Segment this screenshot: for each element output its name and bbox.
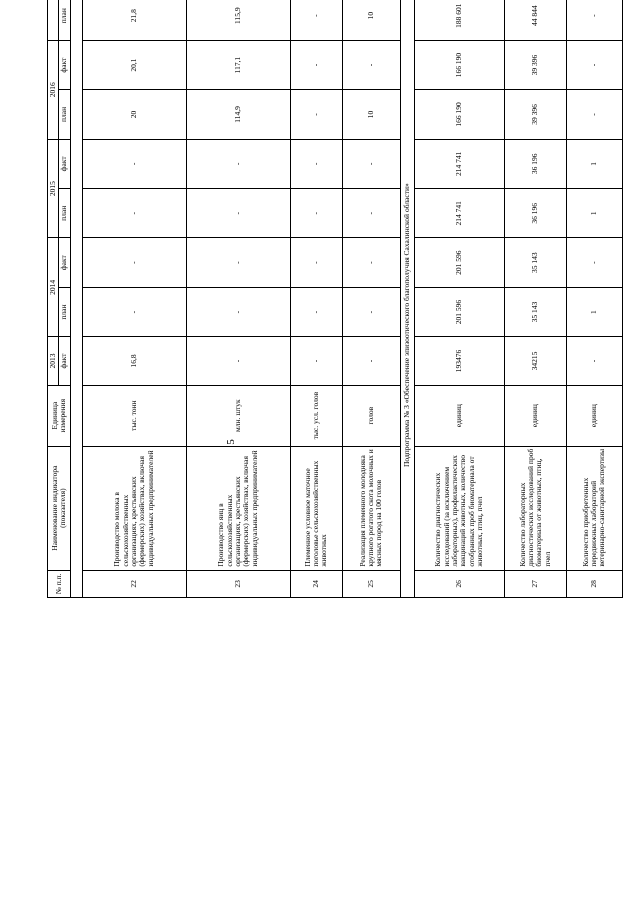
cell-p2016: 166 190 [414, 90, 504, 139]
cell-f2015: 1 [566, 139, 622, 188]
cell-name: Производство молока в сельскохозяйственных организациях, крестьянских (фермерских) хозяйствах, включая индивидуальных предпринимателей [82, 446, 186, 570]
cell-p2017: 21,8 [82, 0, 186, 40]
cell-f2016: - [342, 40, 400, 89]
cell-unit: единиц [504, 385, 566, 446]
cell-f2016: 39 396 [504, 40, 566, 89]
cell-num: 24 [290, 570, 342, 597]
header-fact: факт [59, 139, 70, 188]
cell-f2014: 201 596 [414, 238, 504, 287]
cell-p2015: - [82, 189, 186, 238]
cell-unit: голов [342, 385, 400, 446]
cell-name: Племенное условное маточное поголовье сельскохозяйственных животных [290, 446, 342, 570]
table-row [82, 0, 186, 598]
header-num: № п.п. [48, 570, 71, 597]
cell-p2014: - [186, 287, 290, 336]
header-fact: факт [59, 337, 70, 385]
cell-f2015: - [342, 139, 400, 188]
header-year-2016: 2016 [48, 40, 59, 139]
cell-p2016: 114,9 [186, 90, 290, 139]
cell-f2013: 193476 [414, 337, 504, 385]
cell-p2014: 35 143 [504, 287, 566, 336]
table-row [186, 0, 290, 598]
cell-num: 22 [82, 570, 186, 597]
header-year-2015: 2015 [48, 139, 59, 238]
cell-p2016: 20 [82, 90, 186, 139]
header-name: Наименование индикатора (показателя) [48, 446, 71, 570]
cell-f2016: - [290, 40, 342, 89]
header-plan: план [59, 0, 70, 40]
cell-f2013: - [290, 337, 342, 385]
header-fact: факт [59, 40, 70, 89]
cell-name: Производство яиц в сельскохозяйственных организациях, крестьянских (фермерских) хозяйствах, включая индивидуальных предпринимателей [186, 446, 290, 570]
cell-f2016: 20,1 [82, 40, 186, 89]
cell-p2015: - [186, 189, 290, 238]
table-row [504, 0, 566, 598]
subprogram-row [400, 0, 414, 598]
cell-p2015: 214 741 [414, 189, 504, 238]
header-plan: план [59, 287, 70, 336]
cell-p2015: 1 [566, 189, 622, 238]
gap-row [70, 0, 82, 598]
cell-f2014: - [566, 238, 622, 287]
cell-p2014: 1 [566, 287, 622, 336]
cell-num: 28 [566, 570, 622, 597]
cell-p2016: - [290, 90, 342, 139]
cell-num: 25 [342, 570, 400, 597]
cell-p2015: 36 196 [504, 189, 566, 238]
cell-unit: единиц [566, 385, 622, 446]
cell-f2015: - [186, 139, 290, 188]
cell-f2013: - [186, 337, 290, 385]
cell-f2013: 34215 [504, 337, 566, 385]
cell-f2016: - [566, 40, 622, 89]
cell-f2015: - [290, 139, 342, 188]
cell-p2014: - [82, 287, 186, 336]
cell-f2016: 117,1 [186, 40, 290, 89]
cell-name: Количество диагностических исследований (за исключением лабораторных), профилактических вакцинаций животных, количество отобранных проб биоматериала от животных, птиц, пчел [414, 446, 504, 570]
header-year-2013: 2013 [48, 337, 59, 385]
cell-num: 27 [504, 570, 566, 597]
table-row [290, 0, 342, 598]
cell-p2017: - [290, 0, 342, 40]
cell-p2017: 115,9 [186, 0, 290, 40]
cell-f2013: 16,8 [82, 337, 186, 385]
rotated-table-container [47, 0, 613, 598]
table-body [48, 0, 623, 598]
cell-unit: тыс. усл. голов [290, 385, 342, 446]
cell-name: Количество приобретенных передвижных лабораторий ветеринарно-санитарной экспертизы [566, 446, 622, 570]
indicators-table [47, 0, 623, 598]
cell-p2015: - [290, 189, 342, 238]
header-row-years [48, 0, 59, 598]
cell-f2014: 35 143 [504, 238, 566, 287]
cell-p2017: 10 [342, 0, 400, 40]
cell-f2015: - [82, 139, 186, 188]
table-row [566, 0, 622, 598]
subprogram-title: Подпрограмма № 3 «Обеспечение эпизоотического благополучия Сахалинской области» [400, 0, 414, 598]
cell-p2017: 188 601 [414, 0, 504, 40]
cell-unit: единиц [414, 385, 504, 446]
cell-p2014: - [290, 287, 342, 336]
header-year-2017 [48, 0, 59, 40]
gap-cell [70, 0, 82, 598]
cell-f2013: - [566, 337, 622, 385]
cell-f2014: - [186, 238, 290, 287]
cell-f2014: - [82, 238, 186, 287]
cell-name: Реализация племенного молодняка крупного рогатого скота молочных и мясных пород на 100 голов [342, 446, 400, 570]
table-row [414, 0, 504, 598]
cell-p2017: 44 844 [504, 0, 566, 40]
cell-f2015: 214 741 [414, 139, 504, 188]
page-number: 5 [224, 439, 237, 445]
cell-unit: тыс. тонн [82, 385, 186, 446]
cell-f2014: - [342, 238, 400, 287]
cell-num: 23 [186, 570, 290, 597]
cell-name: Количество лабораторных диагностических исследований проб биоматериала от животных, птиц, пчел [504, 446, 566, 570]
cell-f2015: 36 196 [504, 139, 566, 188]
header-plan: план [59, 90, 70, 139]
cell-f2013: - [342, 337, 400, 385]
cell-f2014: - [290, 238, 342, 287]
cell-p2016: - [566, 90, 622, 139]
cell-unit: млн. штук [186, 385, 290, 446]
cell-p2014: - [342, 287, 400, 336]
cell-num: 26 [414, 570, 504, 597]
header-fact: факт [59, 238, 70, 287]
cell-f2016: 166 190 [414, 40, 504, 89]
cell-p2016: 39 396 [504, 90, 566, 139]
cell-p2014: 201 596 [414, 287, 504, 336]
cell-p2016: 10 [342, 90, 400, 139]
cell-p2017: - [566, 0, 622, 40]
header-year-2014: 2014 [48, 238, 59, 337]
header-plan: план [59, 189, 70, 238]
header-unit: Единица измерения [48, 385, 71, 446]
cell-p2015: - [342, 189, 400, 238]
table-row [342, 0, 400, 598]
